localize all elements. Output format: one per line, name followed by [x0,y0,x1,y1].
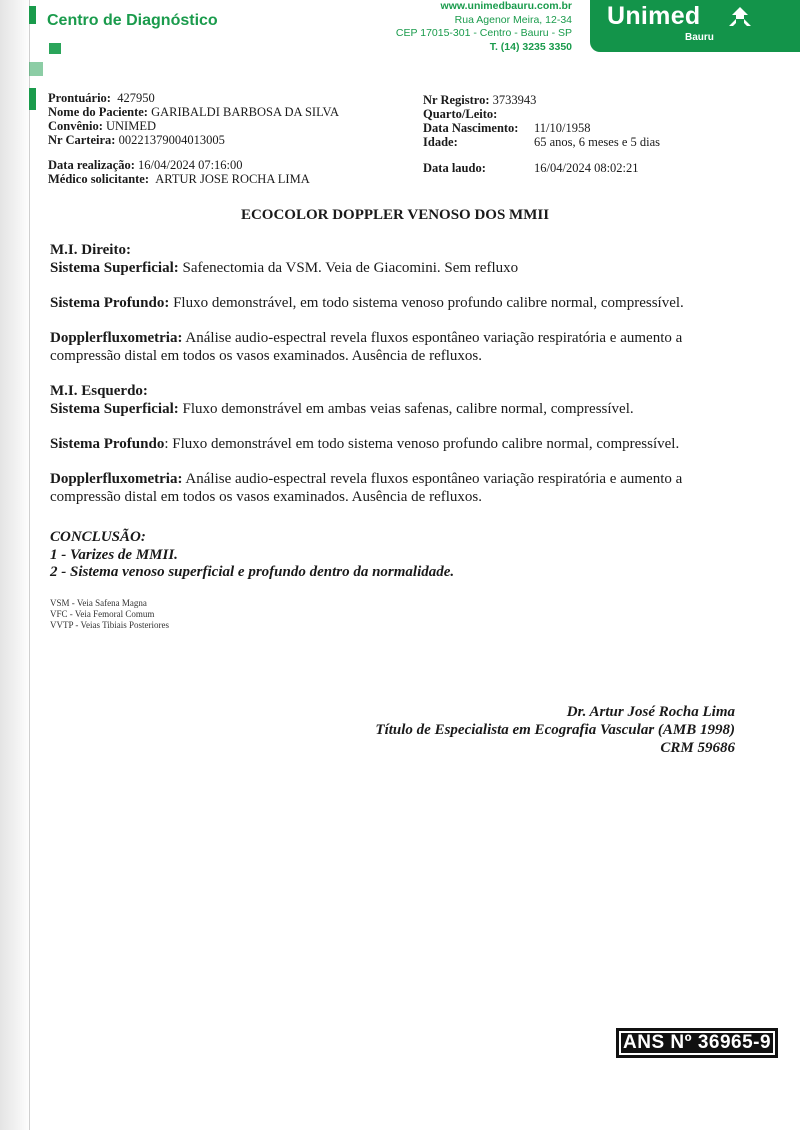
left-superficial-paragraph [50,400,740,418]
exam-info-left [48,158,310,186]
idade-label: Idade: [423,135,458,149]
address-line: CEP 17015-301 - Centro - Bauru - SP [395,27,572,39]
abbreviation-item: VVTP - Veias Tibiais Posteriores [50,620,170,630]
patient-info-right [423,93,660,175]
green-bar-mark [29,6,36,24]
contact-block [396,0,572,54]
left-superficial-text: Fluxo demonstrável em ambas veias safenas, calibre normal, compressível. [178,401,634,417]
unimed-name: Unimed [607,2,701,30]
doctor-crm: CRM 59686 [660,740,735,756]
left-doppler-paragraph [50,470,740,506]
scan-edge-shadow [0,0,30,1130]
left-limb-heading: M.I. Esquerdo: [50,383,148,399]
realizacao-value: 16/04/2024 07:16:00 [138,158,243,172]
clinic-brand: Centro de Diagnóstico [47,12,218,29]
carteira-label: Nr Carteira: [48,133,116,147]
signature-block [375,703,735,757]
medico-label: Médico solicitante: [48,172,150,186]
realizacao-label: Data realização: [48,158,135,172]
scan-edge-line [29,0,30,1130]
phone-number: T. (14) 3235 3350 [489,40,572,53]
abbreviation-item: VSM - Veia Safena Magna [50,598,147,608]
left-deep-text: : Fluxo demonstrável em todo sistema venoso profundo calibre normal, compressível. [164,436,680,452]
prontuario-value: 427950 [117,91,155,105]
quarto-label: Quarto/Leito: [423,107,498,121]
report-body [50,241,740,506]
right-deep-label: Sistema Profundo: [50,295,170,311]
patient-info-left [48,91,339,147]
right-doppler-paragraph [50,329,740,365]
abbreviation-legend [50,598,169,631]
prontuario-label: Prontuário: [48,91,111,105]
ans-registration-badge: ANS Nº 36965-9 [616,1028,778,1058]
laudo-label: Data laudo: [423,161,486,175]
right-doppler-label: Dopplerfluxometria: [50,330,183,346]
registro-value: 3733943 [492,93,537,107]
laudo-value: 16/04/2024 08:02:21 [534,161,639,175]
convenio-value: UNIMED [106,119,156,133]
nascimento-value: 11/10/1958 [534,121,591,135]
conclusion-heading: CONCLUSÃO: [50,529,146,545]
conclusion-item: 2 - Sistema venoso superficial e profundo dentro da normalidade. [50,564,455,580]
website-link[interactable]: www.unimedbauru.com.br [440,0,572,12]
brand-square-icon [49,43,61,54]
nome-value: GARIBALDI BARBOSA DA SILVA [151,105,339,119]
right-doppler-text: Análise audio-espectral revela fluxos espontâneo variação respiratória e aumento a compressão distal em todos os vasos examinados. Ausência de refluxos. [50,330,683,364]
right-deep-text: Fluxo demonstrável, em todo sistema venoso profundo calibre normal, compressível. [169,295,684,311]
left-superficial-label: Sistema Superficial: [50,401,179,417]
carteira-value: 00221379004013005 [118,133,225,147]
conclusion-block [50,529,454,582]
convenio-label: Convênio: [48,119,103,133]
nome-label: Nome do Paciente: [48,105,148,119]
idade-value: 65 anos, 6 meses e 5 dias [534,135,661,149]
registro-label: Nr Registro: [423,93,490,107]
green-bar-mark [29,88,36,110]
right-limb-heading: M.I. Direito: [50,242,131,258]
nascimento-label: Data Nascimento: [423,121,519,135]
right-superficial-label: Sistema Superficial: [50,260,179,276]
conclusion-item: 1 - Varizes de MMII. [50,546,178,563]
left-deep-paragraph [50,435,740,453]
medico-value: ARTUR JOSE ROCHA LIMA [155,172,310,186]
right-deep-paragraph [50,294,740,312]
unimed-city: Bauru [685,32,714,43]
left-deep-label: Sistema Profundo [50,436,165,452]
left-doppler-text: Análise audio-espectral revela fluxos espontâneo variação respiratória e aumento a compressão distal em todos os vasos examinados. Ausência de refluxos. [50,471,683,505]
doctor-name: Dr. Artur José Rocha Lima [566,704,735,720]
right-superficial-paragraph [50,259,740,277]
left-doppler-label: Dopplerfluxometria: [50,471,183,487]
unimed-logo-box [590,0,800,52]
report-title: ECOCOLOR DOPPLER VENOSO DOS MMII [240,207,550,223]
unimed-tree-icon [727,6,753,28]
doctor-title: Título de Especialista em Ecografia Vascular (AMB 1998) [375,722,735,738]
abbreviation-item: VFC - Veia Femoral Comum [50,609,155,619]
green-square-mark [29,62,43,76]
right-superficial-text: Safenectomia da VSM. Veia de Giacomini. Sem refluxo [178,260,519,276]
address-line: Rua Agenor Meira, 12-34 [454,13,572,26]
